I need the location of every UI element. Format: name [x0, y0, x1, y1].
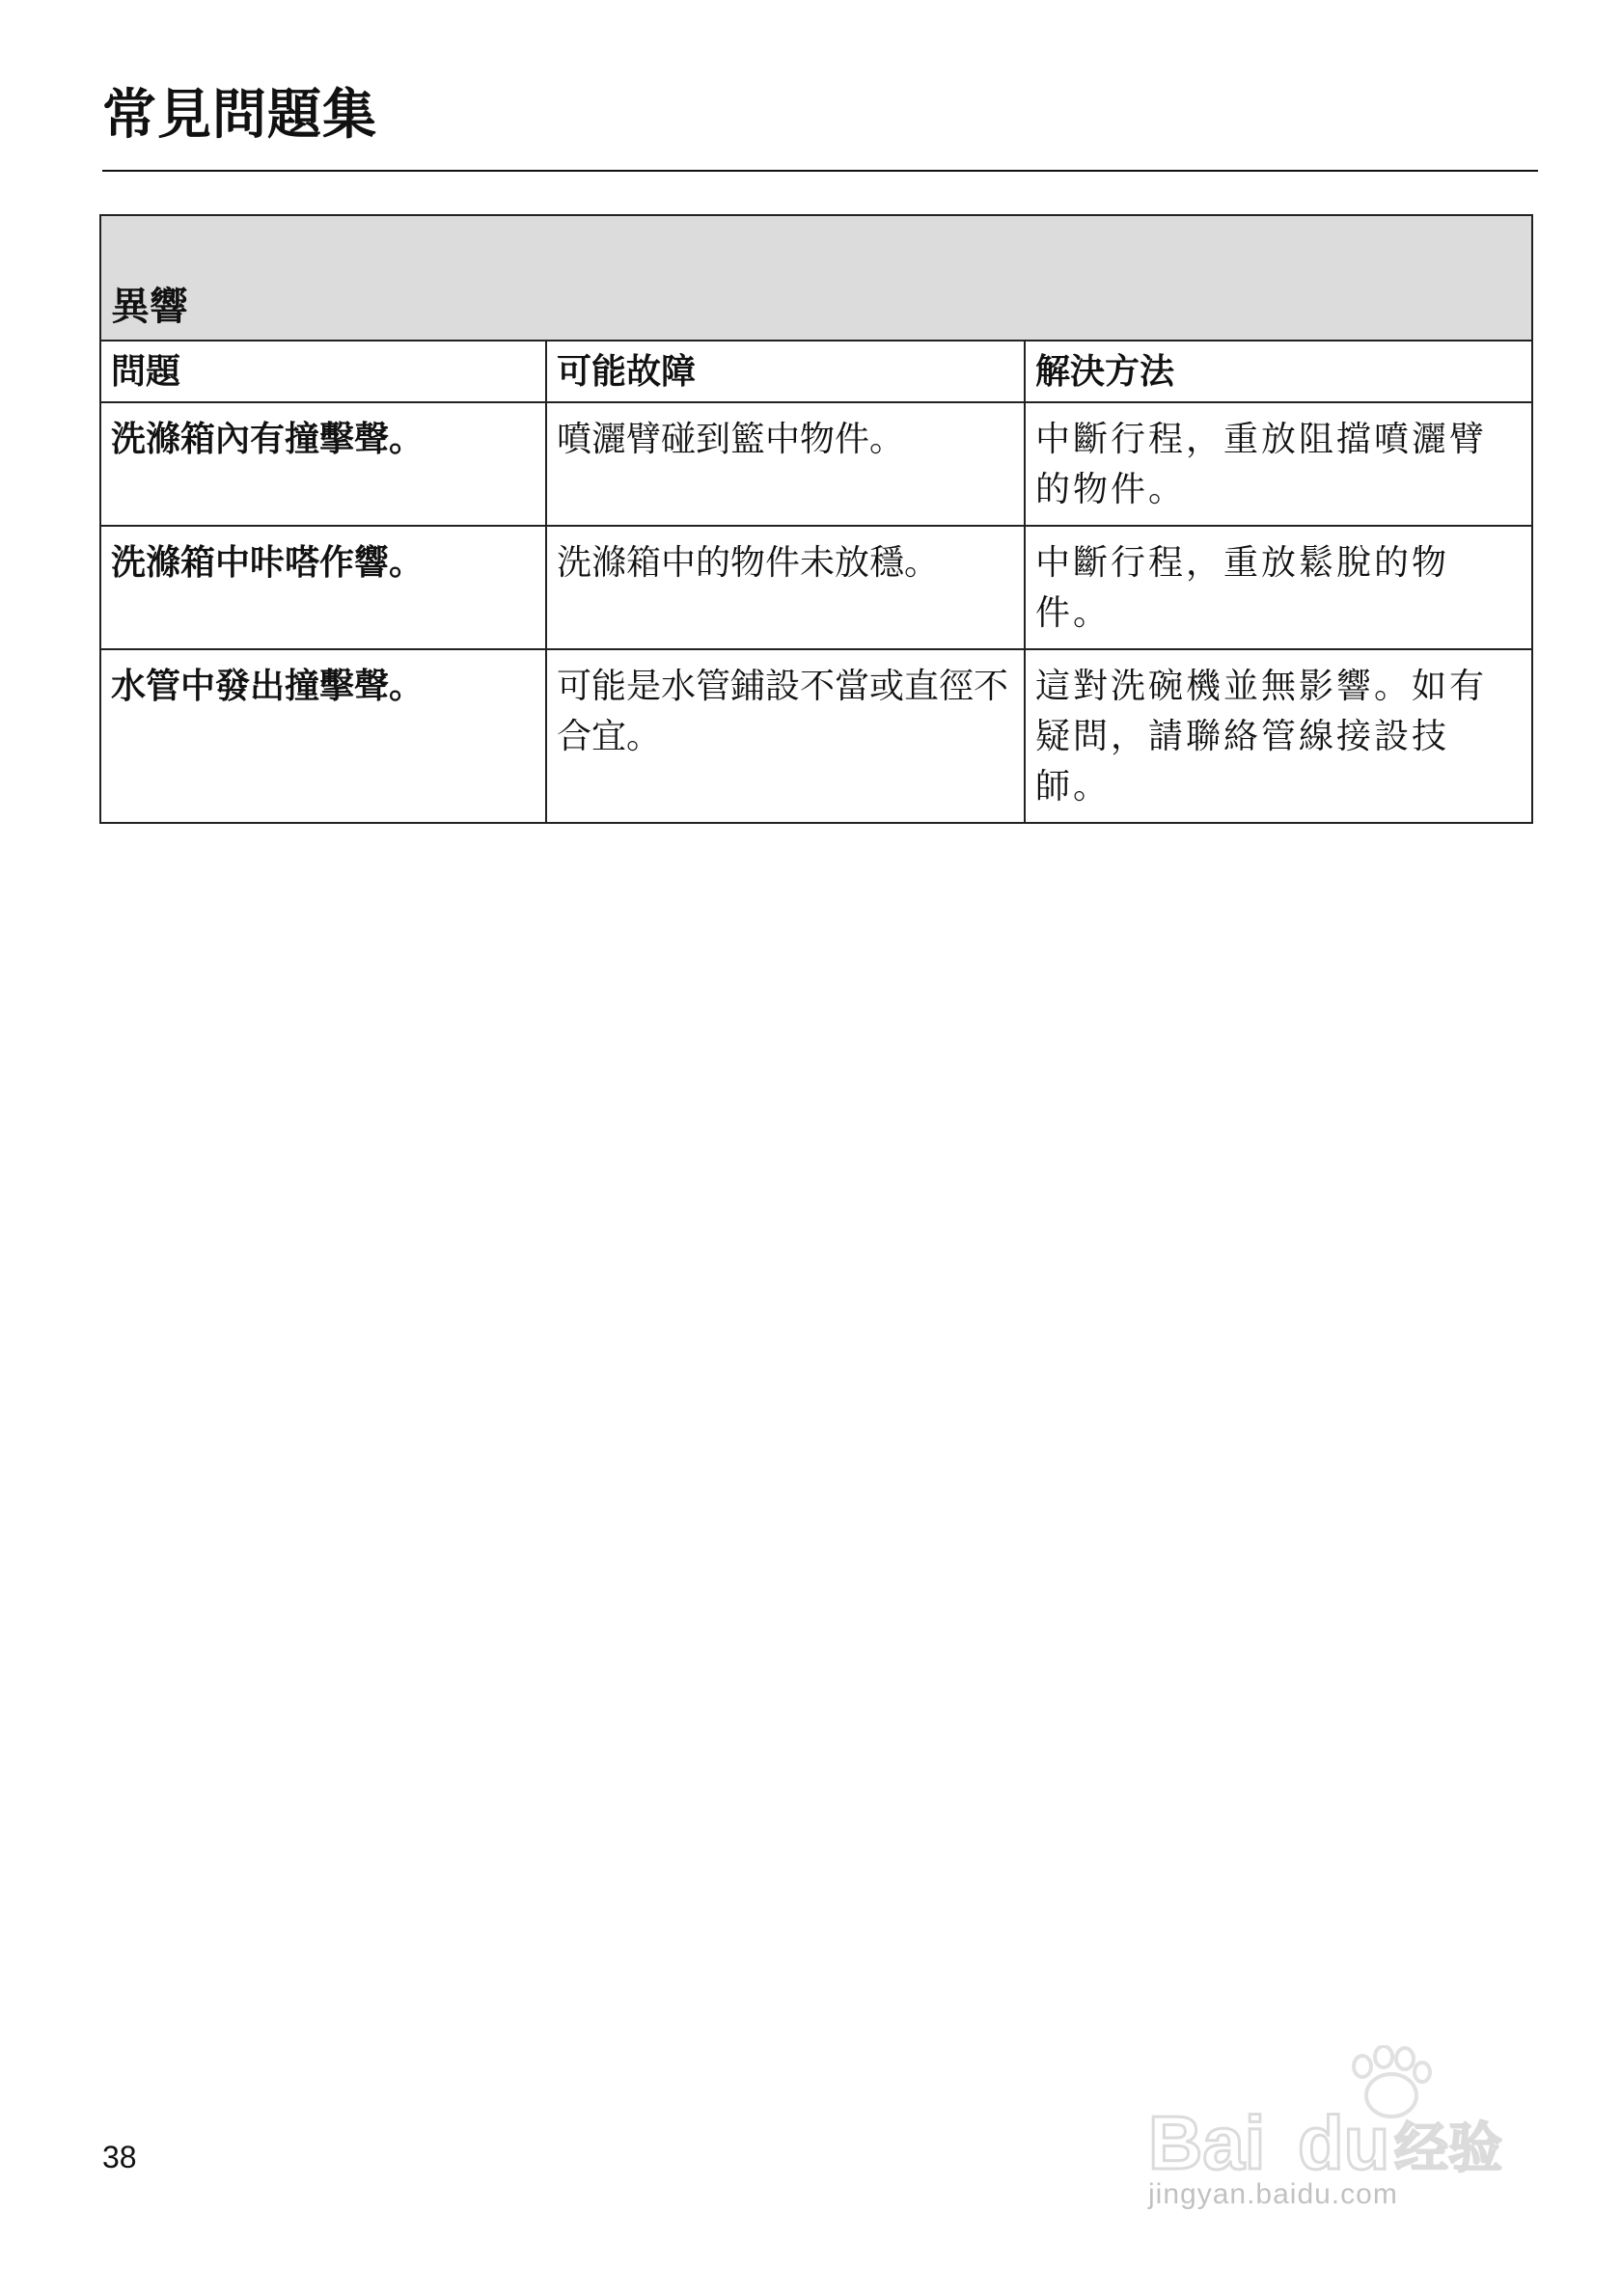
solution-cell: 這對洗碗機並無影響。如有疑問，請聯絡管線接設技師。	[1025, 649, 1532, 823]
solution-cell: 中斷行程，重放鬆脫的物件。	[1025, 526, 1532, 649]
page-title: 常見問題集	[102, 84, 377, 147]
faq-table	[99, 214, 1533, 824]
watermark-url: jingyan.baidu.com	[1148, 2178, 1398, 2210]
page-number: 38	[102, 2140, 137, 2174]
solution-cell: 中斷行程，重放阻擋噴灑臂的物件。	[1025, 402, 1532, 526]
cause-cell: 洗滌箱中的物件未放穩。	[546, 526, 1025, 649]
table-row	[100, 402, 1532, 526]
column-header-solution: 解決方法	[1025, 341, 1532, 402]
table-row	[100, 649, 1532, 823]
section-title: 異響	[100, 215, 1532, 341]
cause-cell: 噴灑臂碰到籃中物件。	[546, 402, 1025, 526]
column-header-problem: 問題	[100, 341, 546, 402]
cause-cell: 可能是水管鋪設不當或直徑不合宜。	[546, 649, 1025, 823]
problem-cell: 洗滌箱內有撞擊聲。	[100, 402, 546, 526]
section-row	[100, 215, 1532, 341]
svg-text:经验: 经验	[1394, 2118, 1502, 2180]
svg-text:Bai: Bai	[1148, 2100, 1266, 2185]
problem-cell: 洗滌箱中咔嗒作響。	[100, 526, 546, 649]
title-divider	[102, 170, 1538, 172]
svg-text:du: du	[1298, 2100, 1390, 2185]
column-header-cause: 可能故障	[546, 341, 1025, 402]
table-header-row	[100, 341, 1532, 402]
problem-cell: 水管中發出撞擊聲。	[100, 649, 546, 823]
table-row	[100, 526, 1532, 649]
